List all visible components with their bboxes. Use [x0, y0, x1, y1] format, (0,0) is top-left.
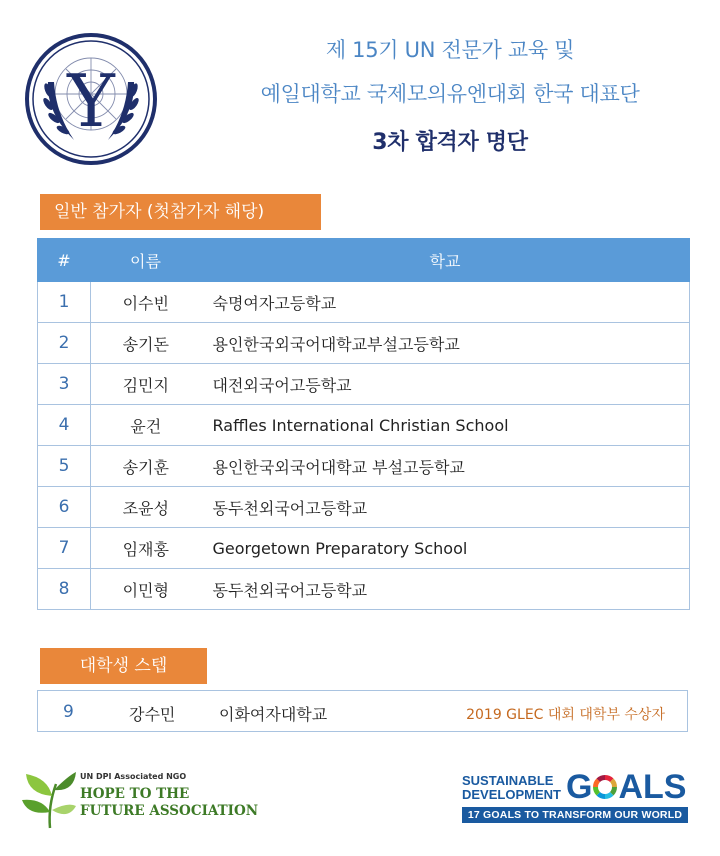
sdg-logo: [462, 770, 688, 826]
sdg-tagline: 17 GOALS TO TRANSFORM OUR WORLD: [462, 807, 688, 823]
row-num: 4: [38, 405, 91, 446]
row-school: 숙명여자고등학교: [201, 282, 690, 323]
column-header-school: 학교: [201, 239, 690, 282]
row-name: 송기훈: [91, 446, 201, 487]
row-name: 이수빈: [91, 282, 201, 323]
title-line-3: 3차 합격자 명단: [372, 130, 528, 155]
row-name: 이민형: [91, 569, 201, 610]
hope-to-the-future-logo: [22, 768, 262, 830]
row-name: 송기돈: [91, 323, 201, 364]
column-header-num: #: [38, 239, 91, 282]
row-num: 9: [63, 702, 74, 722]
hope-org-name-line2: FUTURE ASSOCIATION: [80, 803, 259, 819]
table-row: [38, 282, 690, 323]
leaf-icon: [22, 770, 78, 830]
hope-org-name: [80, 786, 258, 820]
table-row: [38, 405, 690, 446]
table-row: [38, 528, 690, 569]
sdg-word-development: DEVELOPMENT: [462, 787, 561, 802]
row-num: 8: [38, 569, 91, 610]
table-row: [38, 487, 690, 528]
row-school: 이화여자대학교: [219, 705, 328, 724]
row-name: 임재홍: [91, 528, 201, 569]
table-row: [38, 364, 690, 405]
row-num: 3: [38, 364, 91, 405]
row-num: 2: [38, 323, 91, 364]
yale-model-un-logo: [24, 32, 158, 166]
table-row: [38, 446, 690, 487]
row-name: 윤건: [91, 405, 201, 446]
row-num: 5: [38, 446, 91, 487]
svg-text:Y: Y: [67, 59, 115, 143]
sdg-goals-word: G ALS: [566, 768, 687, 806]
row-name: 김민지: [91, 364, 201, 405]
row-school: Georgetown Preparatory School: [201, 528, 690, 569]
table-row: [38, 323, 690, 364]
hope-org-caption: UN DPI Associated NGO: [80, 772, 187, 781]
university-staff-label: 대학생 스텝: [40, 648, 207, 684]
row-school: 동두천외국어고등학교: [201, 487, 690, 528]
hope-org-name-line1: HOPE TO THE: [80, 786, 190, 802]
row-num: 1: [38, 282, 91, 323]
general-participants-label: 일반 참가자 (첫참가자 해당): [40, 194, 321, 230]
table-row: [38, 569, 690, 610]
row-school: 대전외국어고등학교: [201, 364, 690, 405]
sdg-word-sustainable: SUSTAINABLE: [462, 773, 554, 788]
row-school: 용인한국외국어대학교 부설고등학교: [201, 446, 690, 487]
column-header-name: 이름: [91, 239, 201, 282]
row-school: Raffles International Christian School: [201, 405, 690, 446]
table-header-row: [38, 239, 690, 282]
sdg-wheel-icon: [592, 774, 618, 800]
title-line-1: 제 15기 UN 전문가 교육 및: [325, 38, 575, 62]
title-line-2: 예일대학교 국제모의유엔대회 한국 대표단: [260, 82, 640, 106]
row-num: 7: [38, 528, 91, 569]
row-name: 강수민: [129, 705, 176, 724]
row-num: 6: [38, 487, 91, 528]
row-name: 조윤성: [91, 487, 201, 528]
row-school: 용인한국외국어대학교부설고등학교: [201, 323, 690, 364]
row-award-note: 2019 GLEC 대회 대학부 수상자: [466, 707, 665, 723]
general-participants-table: [37, 238, 690, 610]
row-school: 동두천외국어고등학교: [201, 569, 690, 610]
university-staff-row: [37, 690, 688, 732]
